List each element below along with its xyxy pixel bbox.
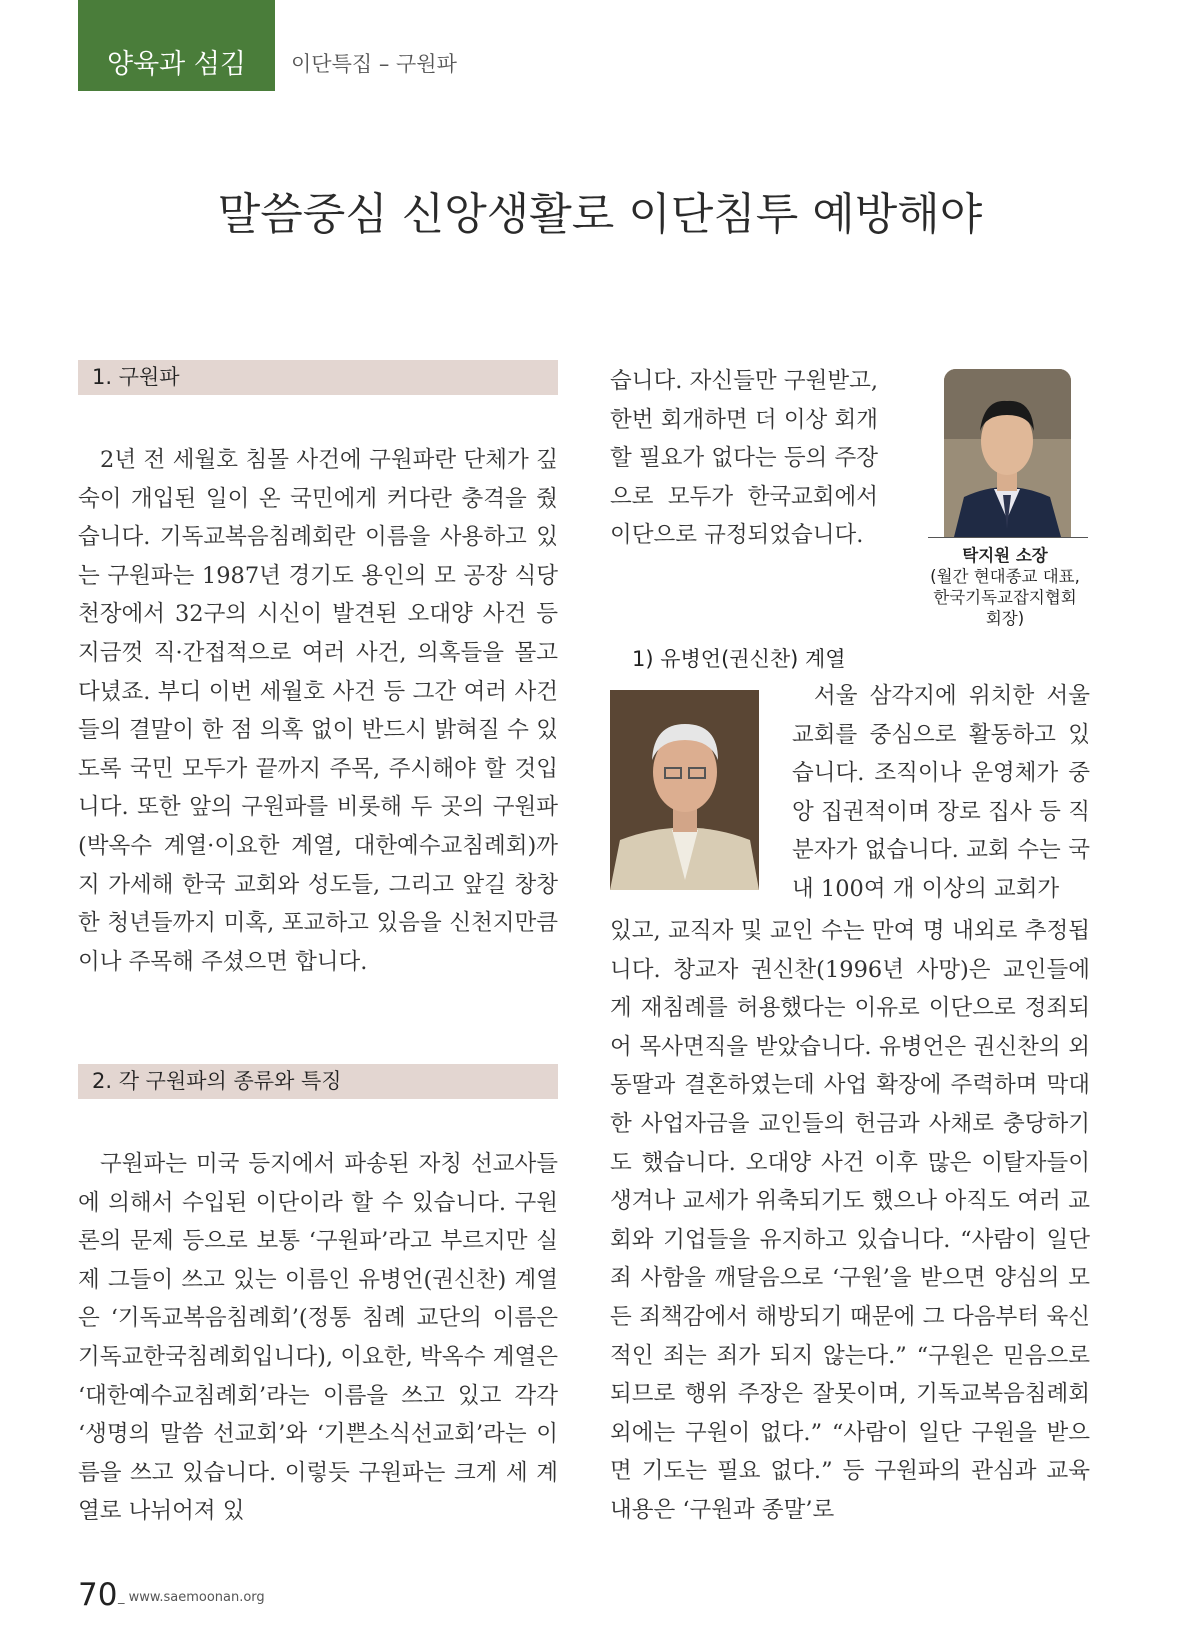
photo-caption-divider	[928, 537, 1088, 538]
subsection-wrap-paragraph: 서울 삼각지에 위치한 서울교회를 중심으로 활동하고 있습니다. 조직이나 운영체가 중앙 집권적이며 장로 집사 등 직분자가 없습니다. 교회 수는 국내 100여 개 이상의 교회가	[792, 683, 1090, 902]
founder-photo	[610, 690, 759, 890]
author-photo	[944, 369, 1071, 537]
series-subtitle: 이단특집 – 구원파	[291, 52, 457, 76]
article-title: 말씀중심 신앙생활로 이단침투 예방해야	[217, 189, 983, 240]
page-number: 70	[78, 1577, 118, 1613]
section-1-heading: 1. 구원파	[78, 360, 558, 395]
author-title-line-3: 회장)	[985, 609, 1025, 628]
section-2-body	[78, 1145, 558, 1537]
section-2-heading: 2. 각 구원파의 종류와 특징	[78, 1064, 558, 1099]
founder-portrait-illustration	[610, 690, 759, 890]
author-title-line-2: 한국기독교잡지협회	[933, 588, 1077, 607]
subsection-heading: 1) 유병언(권신찬) 계열	[632, 647, 846, 671]
section-2-paragraph: 구원파는 미국 등지에서 파송된 자칭 선교사들에 의해서 수입된 이단이라 할 수 있습니다. 구원론의 문제 등으로 보통 ‘구원파’라고 부르지만 실제 그들이 쓰고 있는 이름인 유병언(권신찬) 계열은 ‘기독교복음침례회’(정통 침례 교단의 이름은 기독교한국침례회입니다), 이요한, 박옥수 계열은 ‘대한예수교침례회’라는 이름을 쓰고 있고 각각 ‘생명의 말씀 선교회’와 ‘기쁜소식선교회’라는 이름을 쓰고 있습니다. 이렇듯 구원파는 크게 세 계열로 나뉘어져 있	[78, 1151, 558, 1525]
subsection-wrap-text	[792, 677, 1090, 913]
subsection-body	[610, 912, 1090, 1535]
author-caption	[905, 545, 1105, 629]
section-1-paragraph: 2년 전 세월호 침몰 사건에 구원파란 단체가 깊숙이 개입된 일이 온 국민에게 커다란 충격을 줬습니다. 기독교복음침례회란 이름을 사용하고 있는 구원파는 1987년 경기도 용인의 모 공장 식당 천장에서 32구의 시신이 발견된 오대양 사건 등 지금껏 직·간접적으로 여러 사건, 의혹들을 몰고 다녔죠. 부디 이번 세월호 사건 등 그간 여러 사건들의 결말이 한 점 의혹 없이 반드시 밝혀질 수 있도록 국민 모두가 끝까지 주목, 주시해야 할 것입니다. 또한 앞의 구원파를 비롯해 두 곳의 구원파(박옥수 계열·이요한 계열, 대한예수교침례회)까지 가세해 한국 교회와 성도들, 그리고 앞길 창창한 청년들까지 미혹, 포교하고 있음을 신천지만큼이나 주목해 주셨으면 합니다.	[78, 447, 558, 975]
section-tab: 양육과 섬김	[78, 0, 275, 91]
author-portrait-illustration	[944, 369, 1071, 537]
right-top-paragraph: 습니다. 자신들만 구원받고, 한번 회개하면 더 이상 회개할 필요가 없다는 등의 주장으로 모두가 한국교회에서 이단으로 규정되었습니다.	[610, 368, 878, 549]
subsection-body-paragraph: 있고, 교직자 및 교인 수는 만여 명 내외로 추정됩니다. 창교자 권신찬(1996년 사망)은 교인들에게 재침례를 허용했다는 이유로 이단으로 정죄되어 목사면직을 받았습니다. 유병언은 권신찬의 외동딸과 결혼하였는데 사업 확장에 주력하며 막대한 사업자금을 교인들의 헌금과 사채로 충당하기도 했습니다. 오대양 사건 이후 많은 이탈자들이 생겨나 교세가 위축되기도 했으나 아직도 여러 교회와 기업들을 유지하고 있습니다. “사람이 일단 죄 사함을 깨달음으로 ‘구원’을 받으면 양심의 모든 죄책감에서 해방되기 때문에 그 다음부터 육신적인 죄는 죄가 되지 않는다.” “구원은 믿음으로 되므로 행위 주장은 잘못이며, 기독교복음침례회 외에는 구원이 없다.” “사람이 일단 구원을 받으면 기도는 필요 없다.” 등 구원파의 관심과 교육내용은 ‘구원과 종말’로	[610, 918, 1090, 1523]
site-url: _ www.saemoonan.org	[118, 1590, 265, 1605]
author-name: 탁지원 소장	[962, 546, 1048, 565]
right-top-text	[610, 362, 878, 602]
author-title-line-1: (월간 현대종교 대표,	[930, 567, 1080, 586]
section-1-body	[78, 441, 558, 1061]
